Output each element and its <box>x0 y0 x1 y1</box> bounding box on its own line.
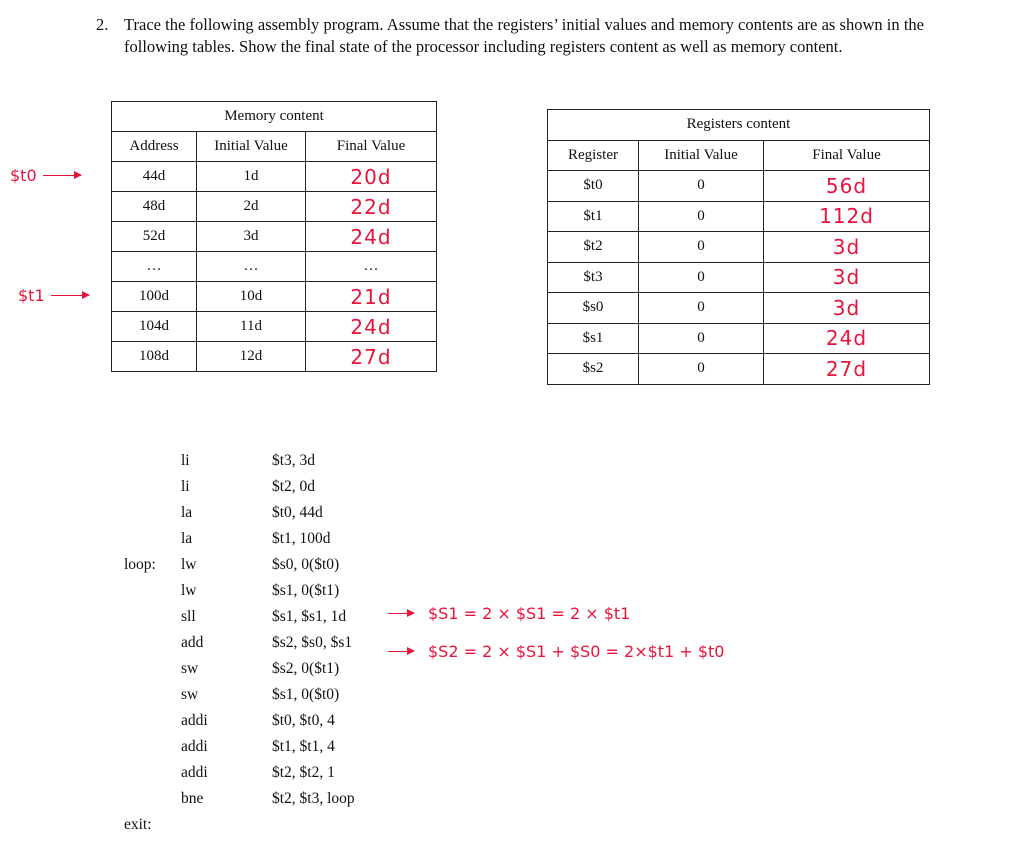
t1-pointer-annotation <box>18 286 89 305</box>
arrow-right-icon <box>388 613 414 614</box>
table-row <box>112 222 437 252</box>
register-final: 112d <box>764 201 930 232</box>
code-opcode: addi <box>181 712 208 729</box>
table-row <box>548 232 930 263</box>
memory-initial: 12d <box>197 342 306 372</box>
code-operands: $t1, 100d <box>272 530 331 547</box>
memory-initial: 3d <box>197 222 306 252</box>
memory-address: 108d <box>112 342 197 372</box>
code-opcode: addi <box>181 738 208 755</box>
register-name: $s2 <box>548 354 639 385</box>
table-row <box>112 252 437 282</box>
register-initial: 0 <box>639 323 764 354</box>
memory-initial: … <box>197 252 306 282</box>
t0-pointer-label: $t0 <box>10 166 37 185</box>
memory-address: 48d <box>112 192 197 222</box>
memory-address: … <box>112 252 197 282</box>
memory-final: 20d <box>306 162 437 192</box>
memory-final: 21d <box>306 282 437 312</box>
code-opcode: li <box>181 478 190 495</box>
code-opcode: sw <box>181 686 199 703</box>
add-annotation <box>388 642 724 661</box>
memory-table-title: Memory content <box>112 102 437 132</box>
code-operands: $t1, $t1, 4 <box>272 738 335 755</box>
code-opcode: lw <box>181 556 197 573</box>
register-initial: 0 <box>639 171 764 202</box>
registers-header-initial: Initial Value <box>639 140 764 171</box>
code-operands: $t0, 44d <box>272 504 323 521</box>
register-final: 3d <box>764 262 930 293</box>
sll-note-text: $S1 = 2 × $S1 = 2 × $t1 <box>428 604 631 623</box>
code-operands: $t2, $t2, 1 <box>272 764 335 781</box>
table-row <box>112 342 437 372</box>
code-operands: $s2, $s0, $s1 <box>272 634 353 651</box>
code-opcode: addi <box>181 764 208 781</box>
memory-address: 100d <box>112 282 197 312</box>
memory-address: 44d <box>112 162 197 192</box>
register-final: 56d <box>764 171 930 202</box>
table-row <box>548 201 930 232</box>
memory-table <box>111 101 437 372</box>
register-name: $s0 <box>548 293 639 324</box>
arrow-right-icon <box>51 295 89 296</box>
question-number: 2. <box>96 15 109 34</box>
register-initial: 0 <box>639 354 764 385</box>
code-opcode: add <box>181 634 204 651</box>
arrow-right-icon <box>43 175 81 176</box>
code-operands: $t2, $t3, loop <box>272 790 355 807</box>
table-row <box>112 282 437 312</box>
registers-header-final: Final Value <box>764 140 930 171</box>
code-opcode: bne <box>181 790 204 807</box>
register-final: 3d <box>764 232 930 263</box>
register-final: 27d <box>764 354 930 385</box>
register-name: $s1 <box>548 323 639 354</box>
table-row <box>112 162 437 192</box>
register-name: $t2 <box>548 232 639 263</box>
registers-table-title: Registers content <box>548 110 930 141</box>
register-initial: 0 <box>639 232 764 263</box>
code-opcode: li <box>181 452 190 469</box>
code-operands: $s2, 0($t1) <box>272 660 340 677</box>
register-initial: 0 <box>639 293 764 324</box>
register-final: 24d <box>764 323 930 354</box>
table-row <box>548 323 930 354</box>
memory-initial: 2d <box>197 192 306 222</box>
code-operands: $t2, 0d <box>272 478 316 495</box>
t1-pointer-label: $t1 <box>18 286 45 305</box>
register-name: $t1 <box>548 201 639 232</box>
table-row <box>548 293 930 324</box>
table-row <box>112 312 437 342</box>
code-operands: $s1, $s1, 1d <box>272 608 347 625</box>
question-text: Trace the following assembly program. Assume that the registers’ initial values and memory contents are as shown in the following tables. Show the final state of the processor including registers content as well as memory content. <box>124 15 924 56</box>
register-name: $t0 <box>548 171 639 202</box>
code-operands: $s1, 0($t1) <box>272 582 340 599</box>
memory-initial: 11d <box>197 312 306 342</box>
sll-annotation <box>388 604 630 623</box>
add-note-text: $S2 = 2 × $S1 + $S0 = 2×$t1 + $t0 <box>428 642 725 661</box>
table-row <box>112 192 437 222</box>
code-label: exit: <box>124 816 152 833</box>
memory-address: 52d <box>112 222 197 252</box>
memory-header-address: Address <box>112 132 197 162</box>
memory-final: … <box>306 252 437 282</box>
memory-address: 104d <box>112 312 197 342</box>
memory-header-final: Final Value <box>306 132 437 162</box>
memory-final: 27d <box>306 342 437 372</box>
code-operands: $s0, 0($t0) <box>272 556 340 573</box>
table-row <box>548 171 930 202</box>
code-operands: $t3, 3d <box>272 452 316 469</box>
code-opcode: la <box>181 530 193 547</box>
memory-header-initial: Initial Value <box>197 132 306 162</box>
register-initial: 0 <box>639 262 764 293</box>
register-final: 3d <box>764 293 930 324</box>
t0-pointer-annotation <box>10 166 81 185</box>
table-row <box>548 354 930 385</box>
memory-initial: 10d <box>197 282 306 312</box>
memory-final: 24d <box>306 312 437 342</box>
code-operands: $s1, 0($t0) <box>272 686 340 703</box>
code-operands: $t0, $t0, 4 <box>272 712 335 729</box>
register-name: $t3 <box>548 262 639 293</box>
code-opcode: sw <box>181 660 199 677</box>
code-opcode: sll <box>181 608 196 625</box>
arrow-right-icon <box>388 651 414 652</box>
memory-initial: 1d <box>197 162 306 192</box>
registers-header-register: Register <box>548 140 639 171</box>
memory-final: 24d <box>306 222 437 252</box>
memory-final: 22d <box>306 192 437 222</box>
register-initial: 0 <box>639 201 764 232</box>
code-opcode: lw <box>181 582 197 599</box>
table-row <box>548 262 930 293</box>
code-label: loop: <box>124 556 156 573</box>
code-opcode: la <box>181 504 193 521</box>
registers-table <box>547 109 930 385</box>
